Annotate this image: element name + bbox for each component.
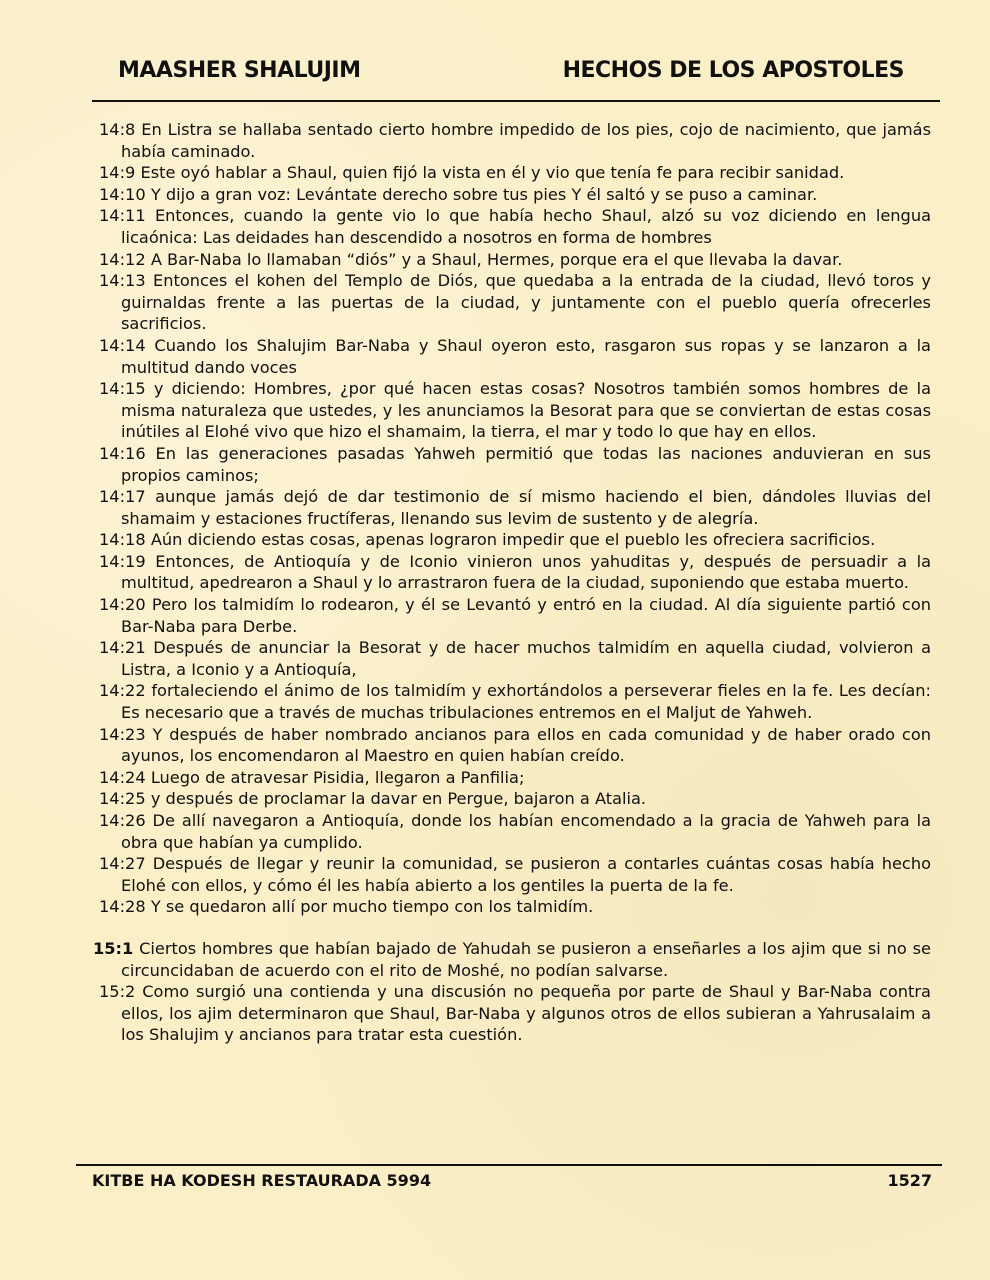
verse-ref: 14:8 (99, 120, 136, 139)
verse-text: A Bar-Naba lo llamaban “diós” y a Shaul, Hermes, porque era el que llevaba la davar. (150, 249, 843, 269)
verse-text: Aún diciendo estas cosas, apenas lograron impedir que el pueblo les ofreciera sacrificios. (150, 530, 876, 550)
verse-text: De allí navegaron a Antioquía, donde los habían encomendado a la gracia de Yahweh para la obra que habían ya cumplido. (121, 811, 932, 852)
verse (99, 335, 931, 378)
verse (99, 486, 931, 529)
verse-text: fortaleciendo el ánimo de los talmidím y exhortándolos a perseverar fieles en la fe. Les decían: Es necesario que a través de muchas tribulaciones entremos en el Maljut de Yahweh. (121, 681, 931, 723)
page-header (118, 58, 904, 90)
verse (99, 443, 931, 486)
verse (99, 981, 931, 1046)
verse-text: Y después de haber nombrado ancianos para ellos en cada comunidad y de haber orado con ayunos, los encomendaron al Maestro en quien habían creído. (121, 724, 931, 766)
verse (99, 788, 931, 810)
verse-text: y diciendo: Hombres, ¿por qué hacen estas cosas? Nosotros también somos hombres de la misma naturaleza que ustedes, y les anunciamos la Besorat para que se conviertan de estas cosas inútiles al Elohé vivo que hizo el shamaim, la tierra, el mar y todo lo que hay en ellos. (121, 379, 931, 442)
verse (99, 767, 931, 789)
verse (99, 205, 931, 248)
verse-text: Ciertos hombres que habían bajado de Yahudah se pusieron a enseñarles a los ajim que si no se circuncidaban de acuerdo con el rito de Moshé, no podían salvarse. (121, 938, 931, 980)
verse-text: En Listra se hallaba sentado cierto hombre impedido de los pies, cojo de nacimiento, que jamás había caminado. (121, 120, 932, 161)
verse-text: Este oyó hablar a Shaul, quien fijó la vista en él y vio que tenía fe para recibir sanidad. (140, 163, 845, 183)
footer-edition: KITBE HA KODESH RESTAURADA 5994 (92, 1171, 432, 1190)
verse-ref: 14:21 (99, 638, 146, 658)
verse (99, 378, 931, 443)
verse-ref: 14:24 (99, 767, 146, 787)
header-section-title: HECHOS DE LOS APOSTOLES (562, 58, 904, 83)
verse-content (93, 119, 932, 1046)
page-number: 1527 (887, 1171, 932, 1190)
verse-ref: 14:18 (99, 530, 146, 550)
verse-text: Después de anunciar la Besorat y de hacer muchos talmidím en aquella ciudad, volvieron a Listra, a Iconio y a Antioquía, (121, 638, 931, 679)
chapter-verse-ref: 15:1 (93, 938, 134, 958)
chapter-gap (99, 918, 931, 938)
verse (99, 270, 931, 335)
verse-ref: 15:2 (99, 982, 136, 1002)
verse-text: aunque jamás dejó de dar testimonio de sí mismo haciendo el bien, dándoles lluvias del shamaim y estaciones fructíferas, llenando sus levim de sustento y de alegría. (121, 487, 931, 528)
verse-ref: 14:14 (99, 335, 146, 355)
verse-ref: 14:16 (99, 443, 146, 463)
verse (99, 810, 931, 853)
footer-rule (76, 1164, 942, 1166)
verse (99, 551, 931, 594)
verse-ref: 14:22 (99, 681, 146, 701)
verse (99, 896, 931, 918)
verse-ref: 14:11 (99, 206, 146, 226)
verse-ref: 14:25 (99, 789, 146, 809)
verse-text: Pero los talmidím lo rodearon, y él se Levantó y entró en la ciudad. Al día siguiente partió con Bar-Naba para Derbe. (121, 595, 931, 636)
verse-text: Entonces, cuando la gente vio lo que había hecho Shaul, alzó su voz diciendo en lengua licaónica: Las deidades han descendido a nosotros en forma de hombres (121, 206, 931, 247)
verse (99, 119, 931, 162)
verse-text: Después de llegar y reunir la comunidad, se pusieron a contarles cuántas cosas había hecho Elohé con ellos, y cómo él les había abierto a los gentiles la puerta de la fe. (121, 854, 931, 895)
verse (99, 162, 931, 184)
verse (99, 853, 931, 896)
verse (99, 680, 931, 723)
verse-text: Cuando los Shalujim Bar-Naba y Shaul oyeron esto, rasgaron sus ropas y se lanzaron a la multitud dando voces (121, 335, 931, 377)
verse-ref: 14:10 (99, 184, 146, 204)
verse-ref: 14:26 (99, 811, 146, 830)
page-footer (92, 1171, 932, 1195)
verse (99, 249, 931, 271)
verse-ref: 14:17 (99, 487, 146, 507)
verse-text: Entonces, de Antioquía y de Iconio vinieron unos yahuditas y, después de persuadir a la multitud, apedrearon a Shaul y lo arrastraron fuera de la ciudad, suponiendo que estaba muerto. (121, 551, 931, 593)
verse-ref: 14:9 (99, 163, 136, 183)
header-rule (92, 100, 940, 102)
verse (99, 529, 931, 551)
verse (93, 938, 931, 981)
verse-ref: 14:28 (99, 897, 146, 917)
verse (99, 724, 931, 767)
verse (99, 637, 931, 680)
verse-ref: 14:20 (99, 595, 146, 615)
verse-ref: 14:13 (99, 271, 146, 291)
verse-ref: 14:15 (99, 379, 146, 399)
header-book-title: MAASHER SHALUJIM (118, 58, 361, 83)
verse-text: Luego de atravesar Pisidia, llegaron a Panfilia; (150, 767, 525, 787)
verse-text: En las generaciones pasadas Yahweh permitió que todas las naciones anduvieran en sus propios caminos; (121, 443, 931, 485)
verse (99, 594, 931, 637)
verse-text: Y dijo a gran voz: Levántate derecho sobre tus pies Y él saltó y se puso a caminar. (150, 184, 818, 204)
verse-ref: 14:12 (99, 249, 146, 269)
verse-ref: 14:23 (99, 724, 146, 744)
verse-ref: 14:27 (99, 854, 146, 874)
verse-text: Y se quedaron allí por mucho tiempo con los talmidím. (150, 897, 594, 917)
verse-text: y después de proclamar la davar en Pergue, bajaron a Atalia. (150, 789, 647, 809)
verse-ref: 14:19 (99, 551, 146, 571)
verse-text: Como surgió una contienda y una discusión no pequeña por parte de Shaul y Bar-Naba contra ellos, los ajim determinaron que Shaul, Bar-Naba y algunos otros de ellos subieran a Yahrusalaim a los Shalujim y ancianos para tratar esta cuestión. (121, 982, 931, 1045)
verse-text: Entonces el kohen del Templo de Diós, que quedaba a la entrada de la ciudad, llevó toros y guirnaldas frente a las puertas de la ciudad, y juntamente con el pueblo quería ofrecerles sacrificios. (121, 271, 931, 334)
verse (99, 184, 931, 206)
